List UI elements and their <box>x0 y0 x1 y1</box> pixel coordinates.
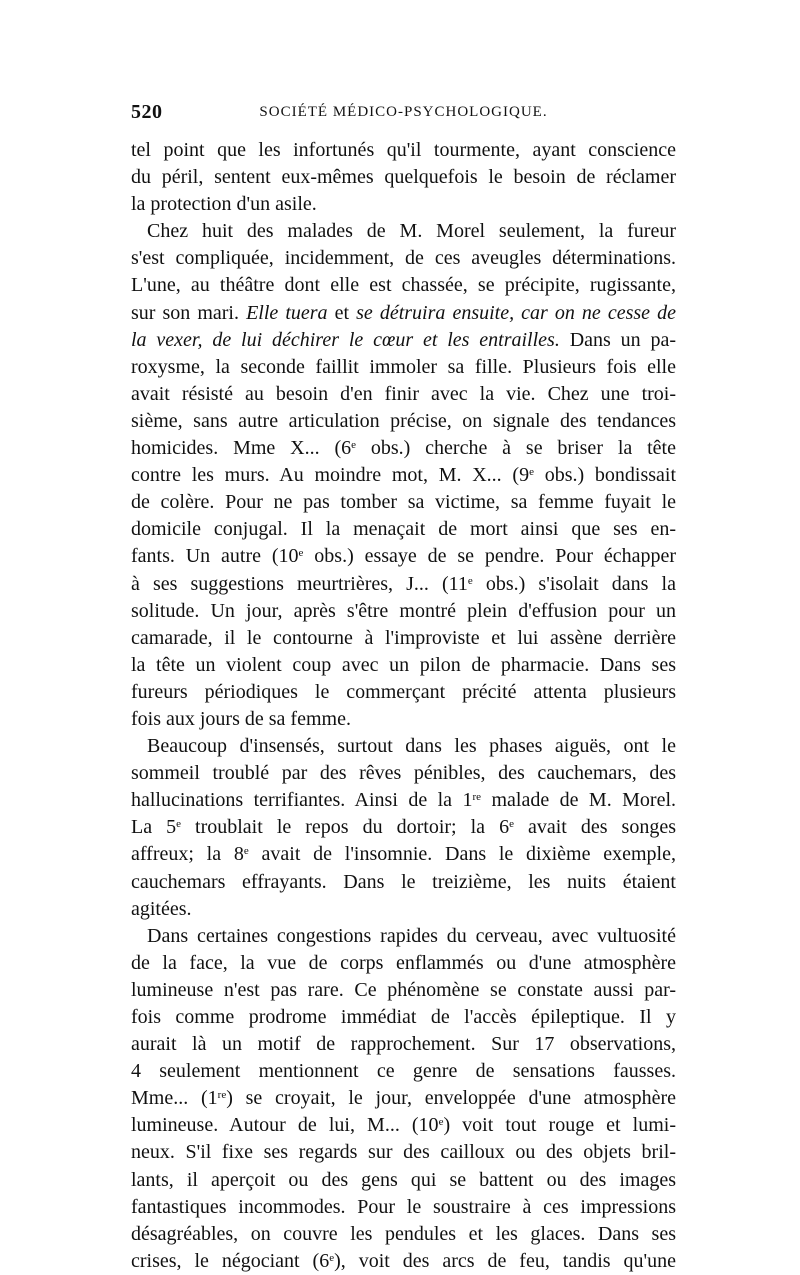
text-line: neux. S'il fixe ses regards sur des cailloux ou des objets bril- <box>131 1141 676 1164</box>
page-header <box>131 98 676 128</box>
text-line: du péril, sentent eux-mêmes quelquefois le besoin de réclamer <box>131 166 676 189</box>
text-line: fureurs périodiques le commerçant précité attenta plusieurs <box>131 680 676 703</box>
text-line: lants, il aperçoit ou des gens qui se battent ou des images <box>131 1168 676 1191</box>
superscript: e <box>438 1116 444 1129</box>
superscript: e <box>467 574 473 587</box>
superscript: e <box>529 466 534 479</box>
superscript: e <box>351 439 356 452</box>
text-line: la vexer, de lui déchirer le cœur et les entrailles. Dans un pa- <box>131 328 676 351</box>
text-line: sommeil troublé par des rêves pénibles, des cauchemars, des <box>131 762 676 785</box>
text-line: sième, sans autre articulation précise, on signale des tendances <box>131 409 676 432</box>
text-line: camarade, il le contourne à l'improviste et lui assène derrière <box>131 626 676 649</box>
page-number: 520 <box>131 101 163 123</box>
text-line: à ses suggestions meurtrières, J... (11e obs.) s'isolait dans la <box>131 572 676 595</box>
text-line: affreux; la 8e avait de l'insomnie. Dans le dixième exemple, <box>131 843 676 866</box>
text-line: fois comme prodrome immédiat de l'accès épileptique. Il y <box>131 1006 676 1028</box>
text-line: fantastiques incommodes. Pour le soustraire à ces impressions <box>131 1195 676 1218</box>
text-line: la tête un violent coup avec un pilon de pharmacie. Dans ses <box>131 653 676 676</box>
text-line: solitude. Un jour, après s'être montré plein d'effusion pour un <box>131 599 676 622</box>
text-line: la protection d'un asile. <box>131 193 317 216</box>
text-line: désagréables, on couvre les pendules et les glaces. Dans ses <box>131 1222 676 1245</box>
superscript: e <box>243 845 249 858</box>
superscript: e <box>509 818 514 831</box>
text-line: hallucinations terrifiantes. Ainsi de la 1re malade de M. Morel. <box>131 789 676 812</box>
text-line: fois aux jours de sa femme. <box>131 707 351 730</box>
text-line: de colère. Pour ne pas tomber sa victime, sa femme fuyait le <box>131 491 676 514</box>
text-line: lumineuse. Autour de lui, M... (10e) voit tout rouge et lumi- <box>131 1114 676 1137</box>
text-line: 4 seulement mentionnent ce genre de sensations fausses. <box>131 1060 676 1083</box>
body-text <box>131 137 676 1275</box>
text-line: L'une, au théâtre dont elle est chassée, se précipite, rugissante, <box>131 274 676 297</box>
text-line: s'est compliquée, incidemment, de ces aveugles déterminations. <box>131 247 676 270</box>
text-line: avait résisté au besoin d'en finir avec la vie. Chez une troi- <box>131 382 676 405</box>
superscript: re <box>472 791 482 804</box>
text-line: crises, le négociant (6e), voit des arcs de feu, tandis qu'une <box>131 1249 676 1272</box>
text-line: lumineuse n'est pas rare. Ce phénomène se constate aussi par- <box>131 978 676 1001</box>
text-line: aurait là un motif de rapprochement. Sur 17 observations, <box>131 1033 676 1056</box>
text-line: sur son mari. Elle tuera et se détruira ensuite, car on ne cesse de <box>131 301 676 324</box>
text-line: Beaucoup d'insensés, surtout dans les phases aiguës, ont le <box>147 735 676 758</box>
text-line: homicides. Mme X... (6e obs.) cherche à se briser la tête <box>131 437 676 460</box>
superscript: e <box>176 818 182 831</box>
superscript: e <box>298 547 304 560</box>
text-line: de la face, la vue de corps enflammés ou d'une atmosphère <box>131 951 676 974</box>
running-title: SOCIÉTÉ MÉDICO-PSYCHOLOGIQUE. <box>259 104 548 120</box>
text-line: La 5e troublait le repos du dortoir; la 6e avait des songes <box>131 816 676 839</box>
text-line: cauchemars effrayants. Dans le treizième, les nuits étaient <box>131 870 676 893</box>
text-line: agitées. <box>131 897 192 920</box>
text-line: Chez huit des malades de M. Morel seulement, la fureur <box>147 220 676 243</box>
text-line: tel point que les infortunés qu'il tourmente, ayant conscience <box>131 139 676 161</box>
text-line: domicile conjugal. Il la menaçait de mort ainsi que ses en- <box>131 518 676 541</box>
text-line: roxysme, la seconde faillit immoler sa fille. Plusieurs fois elle <box>131 355 676 378</box>
text-line: Mme... (1re) se croyait, le jour, enveloppée d'une atmosphère <box>131 1087 676 1110</box>
text-line: Dans certaines congestions rapides du cerveau, avec vultuosité <box>147 924 676 947</box>
text-line: contre les murs. Au moindre mot, M. X... (9e obs.) bondissait <box>131 464 676 487</box>
superscript: re <box>217 1089 227 1102</box>
text-line: fants. Un autre (10e obs.) essaye de se pendre. Pour échapper <box>131 545 676 568</box>
superscript: e <box>329 1251 335 1264</box>
